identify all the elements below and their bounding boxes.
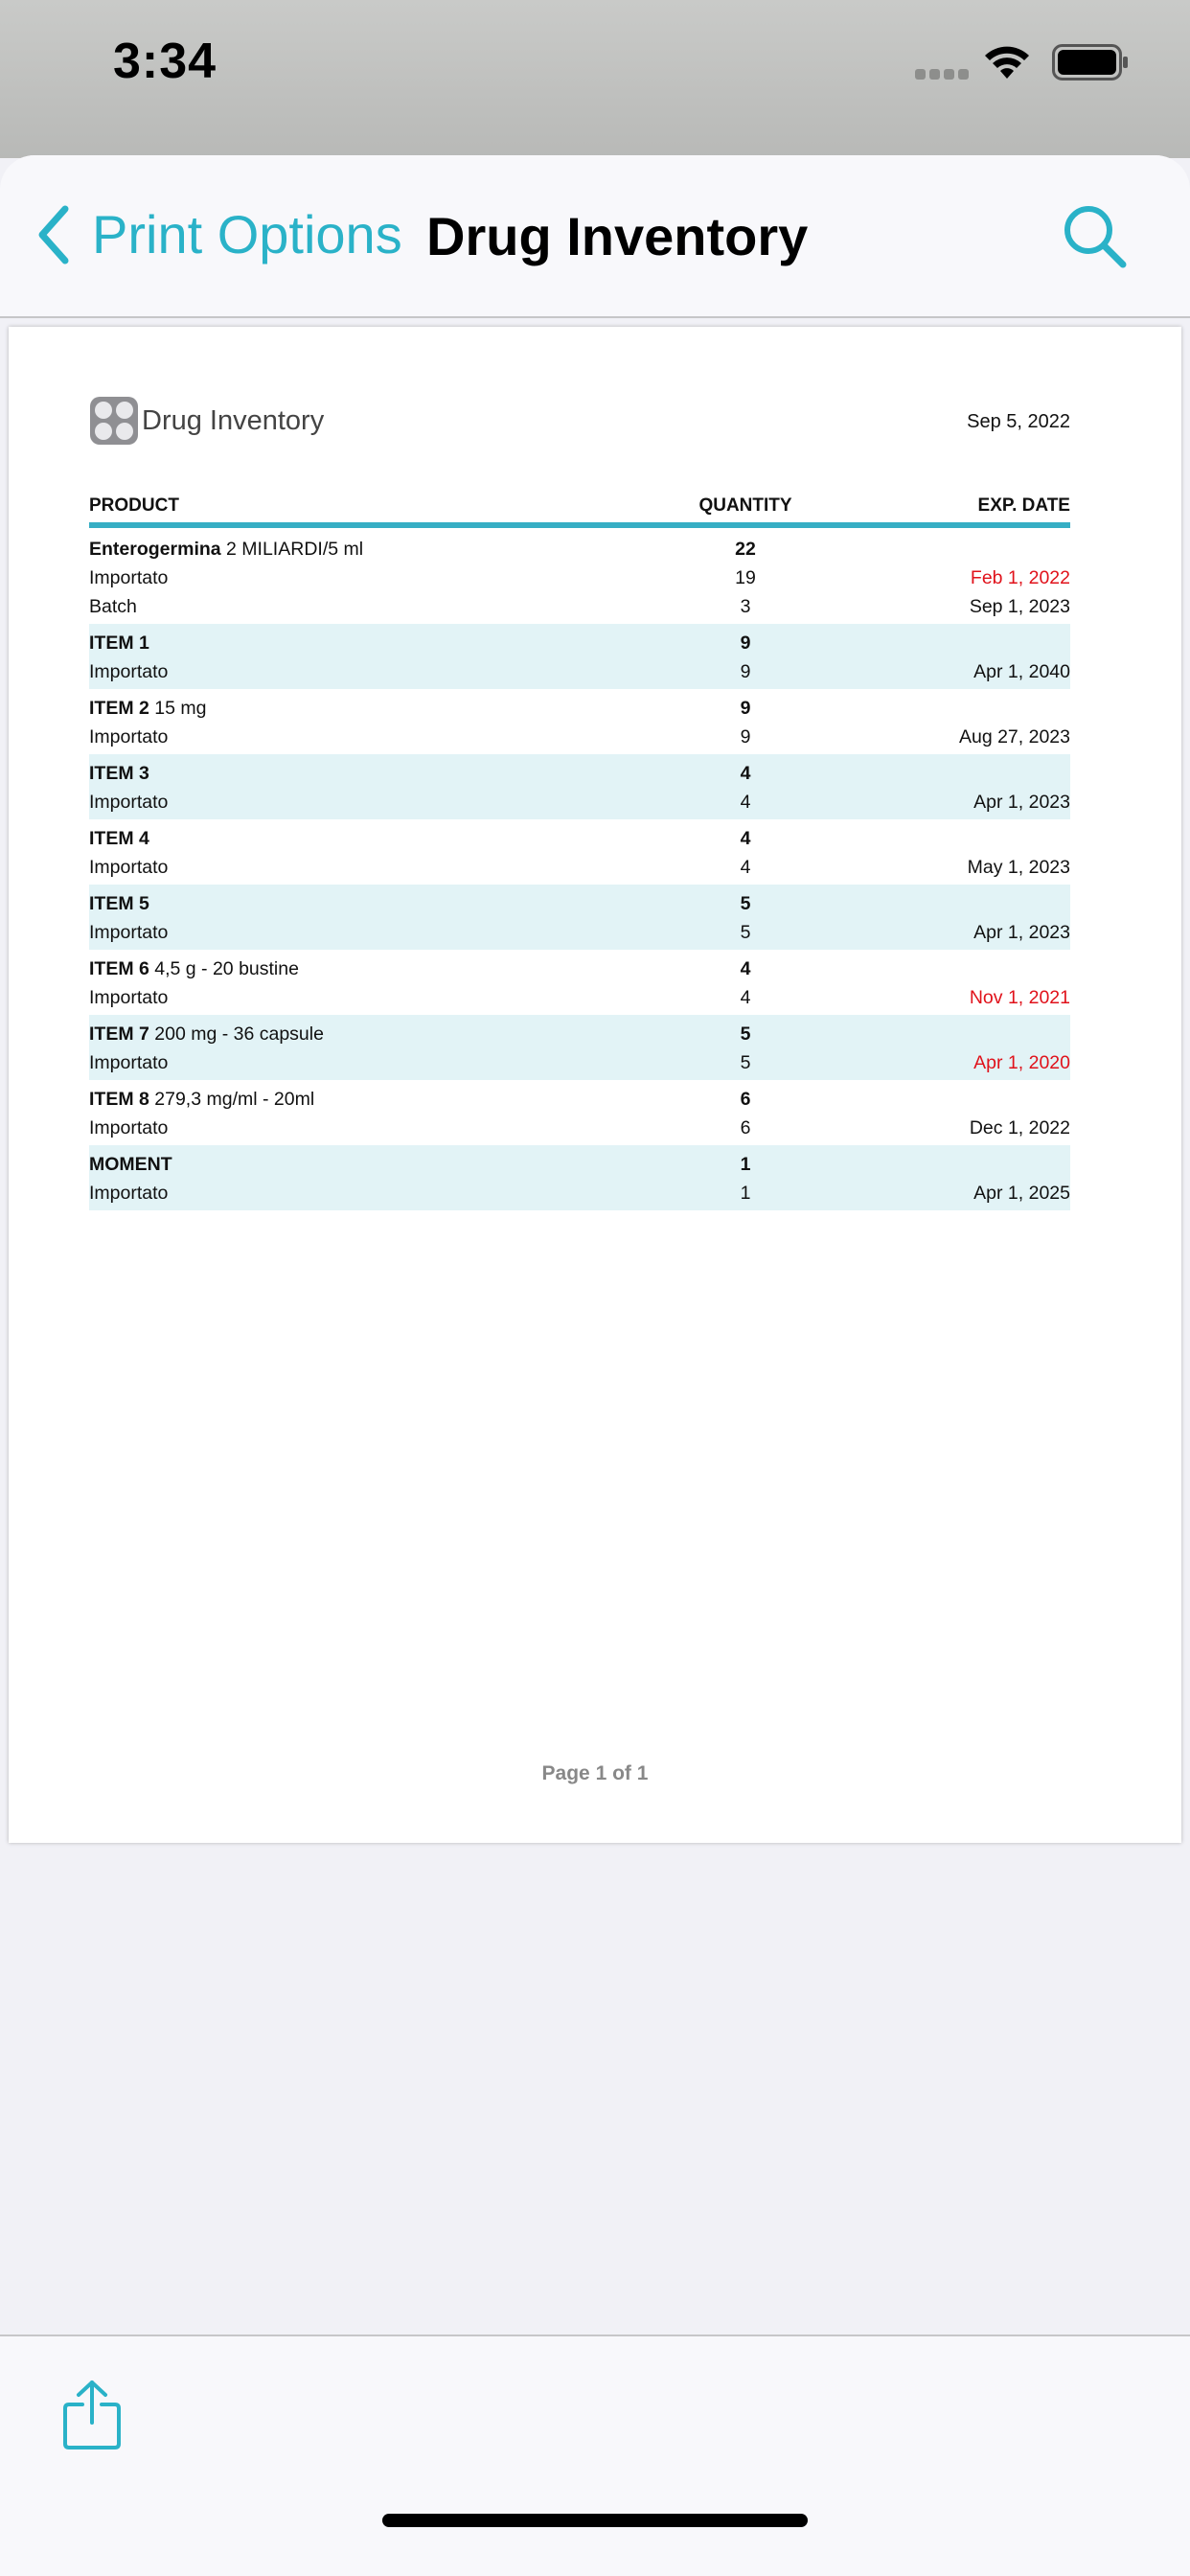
batch-quantity: 3 [740,596,751,617]
pill-blister-logo-icon [89,396,139,446]
product-detail: 2 MILIARDI/5 ml [220,539,364,560]
batch-row [89,982,1070,1011]
product-group [89,1015,1070,1080]
batch-row [89,563,1070,591]
product-total-quantity: 4 [740,763,751,784]
batch-exp-date: Apr 1, 2040 [973,661,1070,682]
batch-label: Importato [89,1183,169,1204]
header-divider [89,522,1070,528]
share-icon[interactable] [61,2379,123,2451]
batch-row [89,787,1070,816]
product-name-bold: ITEM 1 [89,632,149,654]
batch-row [89,591,1070,620]
batch-label: Importato [89,857,169,878]
product-row [89,693,1070,722]
batch-label: Importato [89,726,169,748]
product-row [89,1149,1070,1178]
navigation-bar [0,155,1190,318]
batch-quantity: 5 [740,922,751,943]
page-number: Page 1 of 1 [541,1762,649,1784]
product-name-bold: ITEM 6 [89,958,149,979]
product-group [89,885,1070,950]
batch-label: Importato [89,567,169,588]
product-name [89,1154,172,1176]
cellular-signal-icon [915,69,969,80]
batch-row [89,722,1070,750]
product-name-bold: ITEM 5 [89,893,149,914]
status-bar [0,0,1190,158]
table-header [89,488,1070,522]
product-group [89,624,1070,689]
product-name [89,632,149,655]
back-button[interactable] [36,203,402,265]
product-row [89,888,1070,917]
bottom-toolbar [0,2334,1190,2576]
product-group [89,1080,1070,1145]
batch-label: Importato [89,661,169,682]
batch-label: Importato [89,1052,169,1073]
product-name-bold: ITEM 2 [89,698,149,719]
product-total-quantity: 4 [740,958,751,979]
page-title: Drug Inventory [426,206,809,266]
product-name-bold: ITEM 3 [89,763,149,784]
document-header [89,394,1070,448]
product-group [89,689,1070,754]
product-name-bold: Enterogermina [89,539,221,560]
batch-exp-date: Apr 1, 2020 [973,1052,1070,1073]
wifi-icon [982,42,1032,80]
product-name [89,763,149,785]
product-detail: 279,3 mg/ml - 20ml [149,1089,315,1110]
document-title: Drug Inventory [142,405,325,436]
batch-exp-date: Aug 27, 2023 [958,726,1070,748]
product-row [89,628,1070,656]
batch-row [89,1113,1070,1141]
product-group [89,530,1070,624]
product-name [89,539,363,561]
home-indicator [382,2514,808,2527]
batch-quantity: 9 [740,661,751,682]
batch-quantity: 5 [740,1052,751,1073]
product-name-bold: ITEM 7 [89,1024,149,1045]
product-detail: 200 mg - 36 capsule [149,1024,324,1045]
battery-icon [1052,44,1129,82]
product-row [89,954,1070,982]
chevron-left-icon [36,205,71,264]
batch-row [89,1047,1070,1076]
product-total-quantity: 5 [740,893,751,914]
batch-label: Importato [89,987,169,1008]
status-time: 3:34 [113,34,217,89]
product-group [89,754,1070,819]
product-row [89,1084,1070,1113]
product-row [89,758,1070,787]
batch-exp-date: Apr 1, 2025 [973,1183,1070,1204]
batch-exp-date: Dec 1, 2022 [969,1117,1070,1138]
batch-quantity: 4 [740,857,751,878]
product-total-quantity: 9 [740,698,751,719]
product-total-quantity: 6 [740,1089,751,1110]
product-total-quantity: 4 [740,828,751,849]
product-name [89,1089,314,1111]
batch-row [89,852,1070,881]
batch-label: Batch [89,596,137,617]
document-page [9,327,1181,1843]
batch-label: Importato [89,922,169,943]
product-name [89,893,149,915]
batch-quantity: 6 [740,1117,751,1138]
product-total-quantity: 22 [735,539,756,560]
search-icon[interactable] [1062,203,1129,270]
product-group [89,1145,1070,1210]
back-label: Print Options [92,204,402,264]
batch-exp-date: Nov 1, 2021 [969,987,1070,1008]
batch-quantity: 9 [740,726,751,748]
product-name-bold: MOMENT [89,1154,172,1175]
product-name [89,828,149,850]
column-product: PRODUCT [89,495,179,516]
product-name [89,958,299,980]
inventory-table [89,530,1070,1210]
column-exp-date: EXP. DATE [977,495,1070,516]
product-total-quantity: 1 [740,1154,751,1175]
product-group [89,819,1070,885]
batch-exp-date: Apr 1, 2023 [973,922,1070,943]
product-row [89,1019,1070,1047]
document-date: Sep 5, 2022 [967,411,1070,432]
batch-label: Importato [89,1117,169,1138]
product-row [89,823,1070,852]
product-name [89,1024,324,1046]
product-detail: 15 mg [149,698,207,719]
batch-label: Importato [89,792,169,813]
batch-exp-date: May 1, 2023 [967,857,1070,878]
product-detail: 4,5 g - 20 bustine [149,958,299,979]
print-preview-sheet [0,155,1190,2576]
column-quantity: QUANTITY [698,495,792,516]
batch-exp-date: Sep 1, 2023 [969,596,1070,617]
batch-quantity: 1 [740,1183,751,1204]
product-name-bold: ITEM 4 [89,828,149,849]
product-total-quantity: 9 [740,632,751,654]
batch-exp-date: Feb 1, 2022 [970,567,1070,588]
batch-quantity: 4 [740,792,751,813]
batch-quantity: 4 [740,987,751,1008]
product-row [89,534,1070,563]
product-total-quantity: 5 [740,1024,751,1045]
batch-row [89,1178,1070,1207]
batch-row [89,656,1070,685]
product-group [89,950,1070,1015]
batch-row [89,917,1070,946]
batch-quantity: 19 [735,567,756,588]
product-name-bold: ITEM 8 [89,1089,149,1110]
batch-exp-date: Apr 1, 2023 [973,792,1070,813]
product-name [89,698,206,720]
